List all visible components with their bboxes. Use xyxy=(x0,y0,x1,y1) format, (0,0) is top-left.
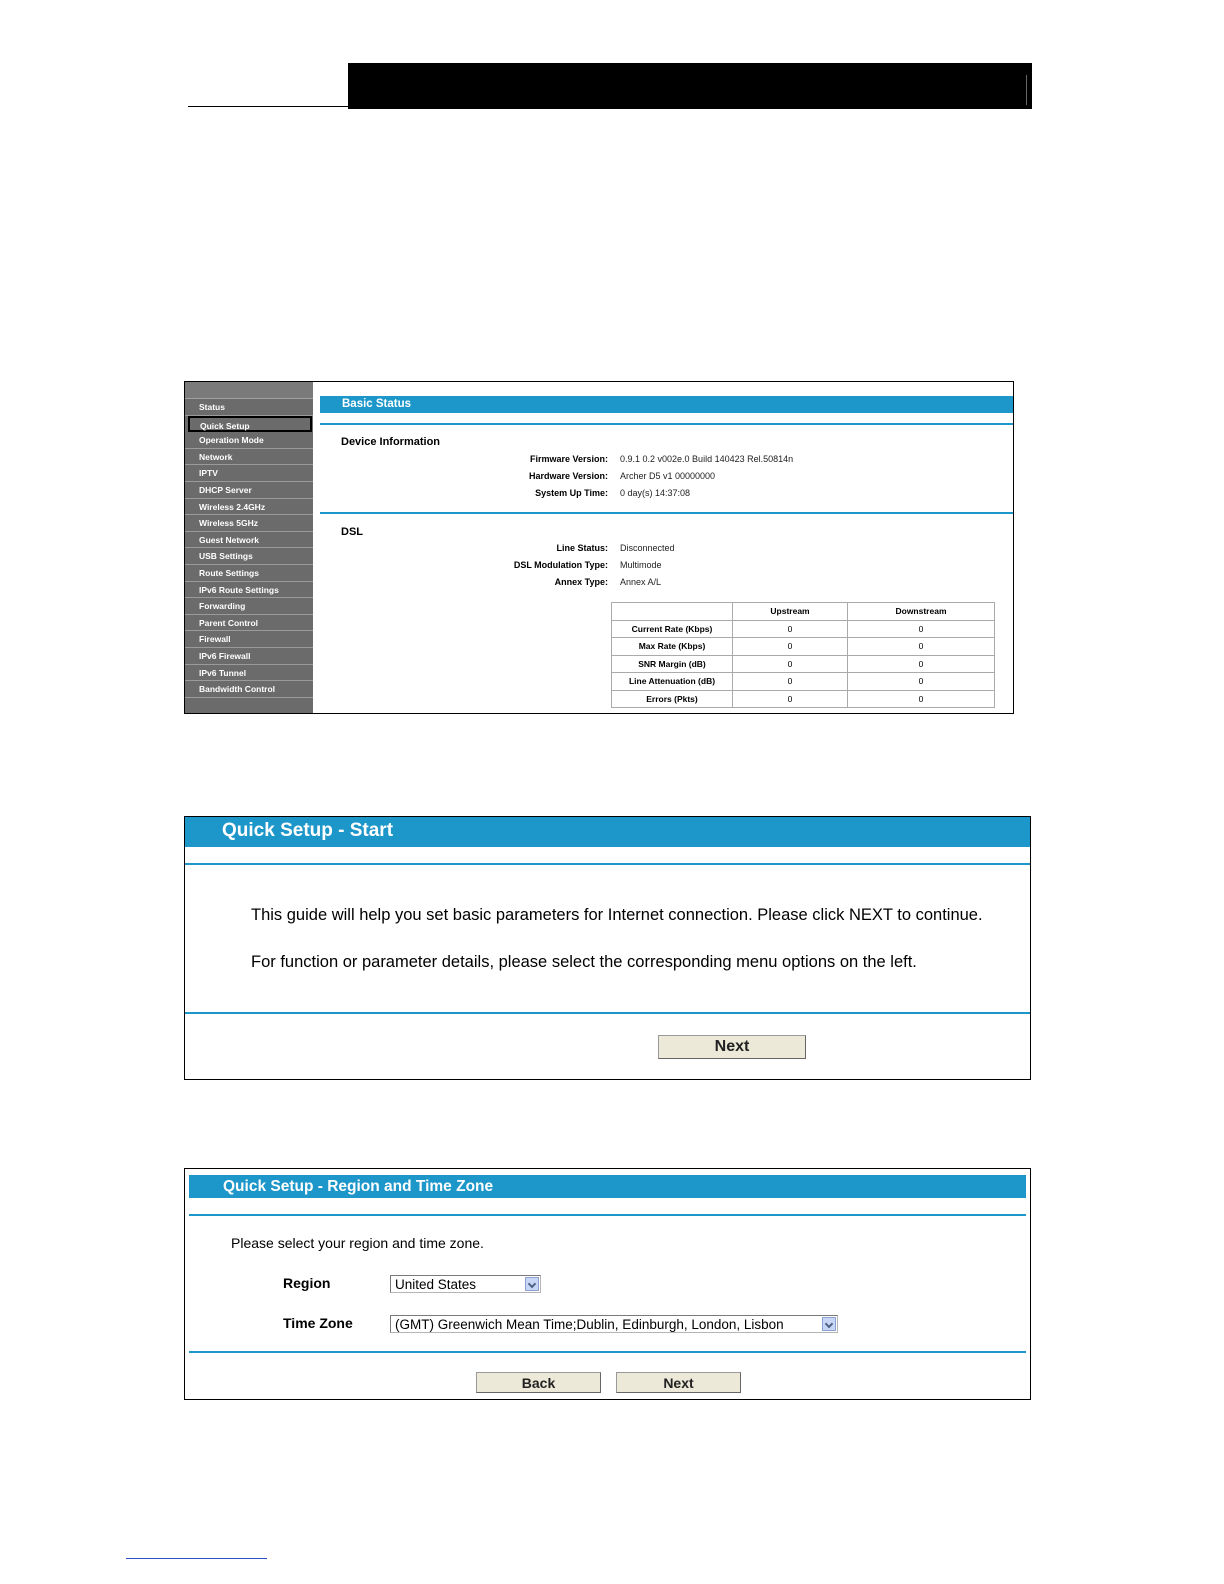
table-cell: 0 xyxy=(733,655,848,673)
table-cell: 0 xyxy=(848,655,995,673)
table-row xyxy=(612,620,995,638)
guide-text: This guide will help you set basic parameters for Internet connection. Please click NEXT to continue. xyxy=(251,906,983,924)
line-status-label: Line Status: xyxy=(556,543,608,553)
uptime-value: 0 day(s) 14:37:08 xyxy=(620,488,691,498)
sidebar-item-operation-mode[interactable]: Operation Mode xyxy=(185,432,313,449)
modulation-row xyxy=(320,560,1013,574)
back-button[interactable]: Back xyxy=(476,1372,601,1393)
annex-label: Annex Type: xyxy=(554,577,608,587)
sidebar-item-route-settings[interactable]: Route Settings xyxy=(185,565,313,582)
table-header-cell: Downstream xyxy=(848,603,995,621)
footer-divider xyxy=(189,1351,1026,1353)
table-cell: 0 xyxy=(848,620,995,638)
title-divider xyxy=(320,423,1013,425)
sidebar-item-firewall[interactable]: Firewall xyxy=(185,631,313,648)
table-row-label: Max Rate (Kbps) xyxy=(612,638,733,656)
sidebar-menu xyxy=(185,382,313,713)
title-divider xyxy=(189,1214,1026,1216)
sidebar-item-ipv6-firewall[interactable]: IPv6 Firewall xyxy=(185,648,313,665)
chevron-down-icon[interactable] xyxy=(525,1277,539,1291)
annex-value: Annex A/L xyxy=(620,577,662,587)
sidebar-header xyxy=(185,382,313,399)
region-select-value: United States xyxy=(395,1277,477,1292)
basic-status-panel xyxy=(320,382,1013,713)
sidebar-item-guest-network[interactable]: Guest Network xyxy=(185,532,313,549)
table-row xyxy=(612,673,995,691)
modulation-value: Multimode xyxy=(620,560,662,570)
hardware-row xyxy=(320,471,1013,485)
region-prompt: Please select your region and time zone. xyxy=(231,1235,484,1251)
quick-setup-region-title: Quick Setup - Region and Time Zone xyxy=(189,1175,1026,1198)
sidebar-item-ipv6-route-settings[interactable]: IPv6 Route Settings xyxy=(185,582,313,599)
sidebar-item-parent-control[interactable]: Parent Control xyxy=(185,615,313,632)
title-divider xyxy=(185,863,1030,865)
chevron-down-icon[interactable] xyxy=(822,1317,836,1331)
table-row-label: Errors (Pkts) xyxy=(612,690,733,708)
sidebar-item-iptv[interactable]: IPTV xyxy=(185,465,313,482)
line-status-value: Disconnected xyxy=(620,543,675,553)
sidebar-item-wireless-24ghz[interactable]: Wireless 2.4GHz xyxy=(185,499,313,516)
table-cell: 0 xyxy=(848,673,995,691)
sidebar-item-status[interactable]: Status xyxy=(185,399,313,416)
dsl-stats-table xyxy=(611,602,995,708)
uptime-row xyxy=(320,488,1013,502)
table-cell: 0 xyxy=(848,690,995,708)
next-button[interactable]: Next xyxy=(658,1035,806,1059)
region-select[interactable] xyxy=(390,1275,541,1293)
table-cell: 0 xyxy=(733,620,848,638)
firmware-label: Firmware Version: xyxy=(529,454,608,464)
table-row xyxy=(612,638,995,656)
dsl-heading: DSL xyxy=(341,526,363,538)
annex-row xyxy=(320,577,1013,591)
page-header-bar xyxy=(348,63,1032,109)
hardware-value: Archer D5 v1 00000000 xyxy=(620,471,716,481)
sidebar-item-quick-setup[interactable]: Quick Setup xyxy=(188,416,312,433)
sidebar-item-network[interactable]: Network xyxy=(185,449,313,466)
table-row xyxy=(612,690,995,708)
device-info-heading: Device Information xyxy=(341,436,441,448)
line-status-row xyxy=(320,543,1013,557)
sidebar-item-ipv6-tunnel[interactable]: IPv6 Tunnel xyxy=(185,665,313,682)
firmware-value: 0.9.1 0.2 v002e.0 Build 140423 Rel.50814n xyxy=(620,454,794,464)
page-header-rule xyxy=(188,106,350,107)
table-cell: 0 xyxy=(848,638,995,656)
table-cell: 0 xyxy=(733,638,848,656)
modulation-label: DSL Modulation Type: xyxy=(513,560,608,570)
table-row-label: Line Attenuation (dB) xyxy=(612,673,733,691)
timezone-select[interactable] xyxy=(390,1315,838,1333)
sidebar-item-usb-settings[interactable]: USB Settings xyxy=(185,548,313,565)
table-cell: 0 xyxy=(733,690,848,708)
quick-setup-start-title: Quick Setup - Start xyxy=(185,817,1030,847)
table-row xyxy=(612,655,995,673)
table-header-row xyxy=(612,603,995,621)
quick-setup-start-screenshot xyxy=(184,816,1031,1080)
table-header-cell xyxy=(612,603,733,621)
region-label: Region xyxy=(283,1275,331,1291)
basic-status-screenshot xyxy=(184,381,1014,714)
uptime-label: System Up Time: xyxy=(535,488,608,498)
sidebar-item-bandwidth-control[interactable]: Bandwidth Control xyxy=(185,681,313,698)
timezone-select-value: (GMT) Greenwich Mean Time;Dublin, Edinburgh, London, Lisbon xyxy=(395,1317,784,1332)
basic-status-title: Basic Status xyxy=(320,396,1013,413)
table-header-cell: Upstream xyxy=(733,603,848,621)
timezone-label: Time Zone xyxy=(283,1315,353,1331)
hardware-label: Hardware Version: xyxy=(528,471,608,481)
sidebar-item-wireless-5ghz[interactable]: Wireless 5GHz xyxy=(185,515,313,532)
quick-setup-region-screenshot xyxy=(184,1168,1031,1400)
section-divider xyxy=(320,512,1013,514)
table-cell: 0 xyxy=(733,673,848,691)
page-footer-rule xyxy=(126,1558,267,1559)
firmware-row xyxy=(320,454,1013,468)
footer-divider xyxy=(185,1012,1030,1014)
sidebar-item-dhcp-server[interactable]: DHCP Server xyxy=(185,482,313,499)
table-row-label: Current Rate (Kbps) xyxy=(612,620,733,638)
sidebar-item-forwarding[interactable]: Forwarding xyxy=(185,598,313,615)
next-button[interactable]: Next xyxy=(616,1372,741,1393)
table-row-label: SNR Margin (dB) xyxy=(612,655,733,673)
help-text: For function or parameter details, please select the corresponding menu options on the left. xyxy=(251,953,917,971)
